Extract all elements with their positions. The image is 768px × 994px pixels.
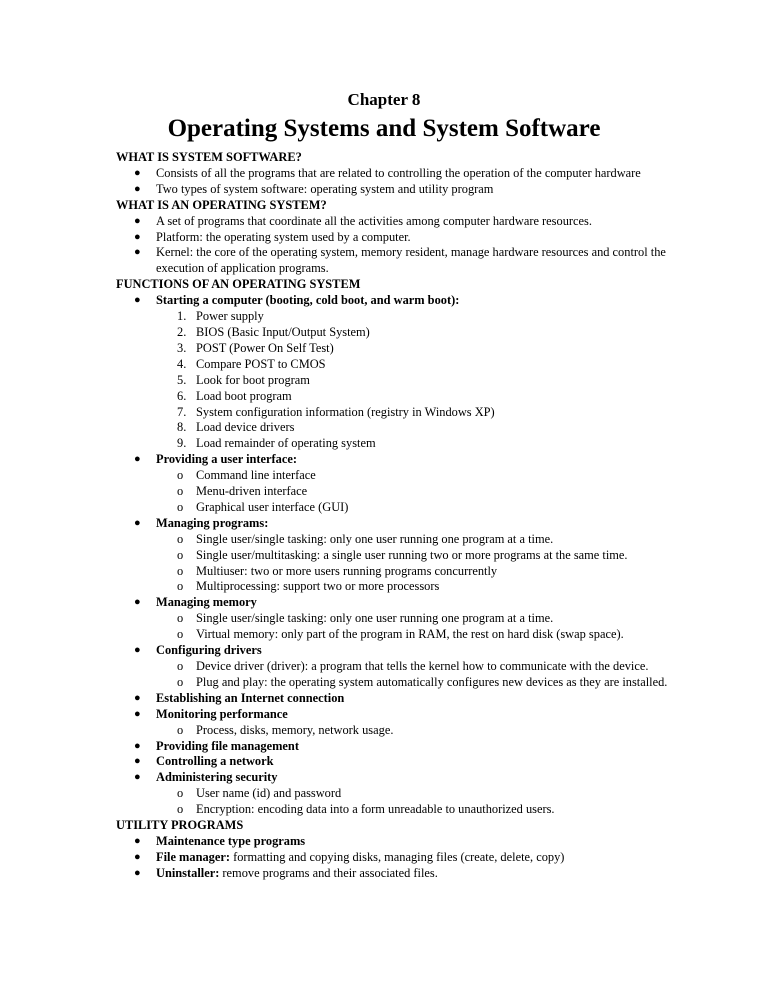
section-heading-functions: FUNCTIONS OF AN OPERATING SYSTEM — [116, 277, 361, 292]
bullet-icon: ● — [134, 755, 141, 768]
bullet-icon: ● — [134, 294, 141, 307]
list-item: o Single user/single tasking: only one user running one program at a time. — [177, 531, 554, 546]
monitoring-performance-list — [156, 723, 696, 739]
system-software-list — [116, 166, 696, 198]
list-item: 8. Load device drivers — [177, 420, 295, 435]
utility-programs-list — [116, 834, 696, 882]
bullet-icon: ● — [134, 214, 141, 227]
bullet-icon: ● — [134, 691, 141, 704]
list-item: 5. Look for boot program — [177, 372, 310, 387]
bullet-icon: ● — [134, 182, 141, 195]
bullet-icon: ● — [134, 516, 141, 529]
operating-system-list — [116, 214, 696, 278]
managing-programs-list — [156, 532, 696, 596]
list-item-controlling-network: ● Controlling a network — [134, 754, 274, 769]
bullet-icon: ● — [134, 166, 141, 179]
bullet-icon: ● — [134, 739, 141, 752]
document-body — [116, 150, 696, 882]
bullet-icon: ● — [134, 866, 141, 879]
list-item: o Menu-driven interface — [177, 484, 308, 499]
configuring-drivers-list — [156, 659, 696, 691]
managing-memory-list — [156, 611, 696, 643]
list-item-monitoring-performance: ● Monitoring performance o Process, disks, memory, network usage. — [116, 707, 696, 739]
list-item: ● A set of programs that coordinate all the activities among computer hardware resources. — [134, 213, 592, 228]
list-item: 9. Load remainder of operating system — [177, 436, 376, 451]
list-item: 6. Load boot program — [177, 388, 292, 403]
list-item-managing-memory: ● Managing memory o Single user/single tasking: only one user running one program at a time. o Virtual memory: only part of the program in RAM, the rest on hard disk (swap space). — [116, 595, 696, 643]
bullet-icon: ● — [134, 230, 141, 243]
list-item: 1. Power supply — [177, 309, 264, 324]
bullet-icon: ● — [134, 834, 141, 847]
list-item-maintenance: ● Maintenance type programs — [134, 833, 306, 848]
bullet-icon: ● — [134, 596, 141, 609]
administering-security-list — [156, 786, 696, 818]
list-item-file-manager: ● File manager: formatting and copying disks, managing files (create, delete, copy) — [134, 849, 565, 864]
list-item: o Graphical user interface (GUI) — [177, 499, 349, 514]
boot-steps-list — [156, 309, 696, 452]
list-item: o Plug and play: the operating system automatically configures new devices as they are installed. — [177, 674, 668, 689]
list-item-internet-connection: ● Establishing an Internet connection — [134, 690, 345, 705]
list-item: o Virtual memory: only part of the program in RAM, the rest on hard disk (swap space). — [177, 627, 624, 642]
list-item: ● Platform: the operating system used by a computer. — [134, 229, 411, 244]
list-item: 3. POST (Power On Self Test) — [177, 340, 334, 355]
list-item: ● Two types of system software: operating system and utility program — [134, 181, 494, 196]
list-item-file-management: ● Providing file management — [134, 738, 299, 753]
list-item-configuring-drivers: ● Configuring drivers o Device driver (driver): a program that tells the kernel how to communicate with the device. o Plug and play: the operating system automatically configures new devices as they are installed. — [116, 643, 696, 691]
section-heading-operating-system: WHAT IS AN OPERATING SYSTEM? — [116, 197, 327, 212]
list-item: o Single user/multitasking: a single user running two or more programs at the same time. — [177, 547, 628, 562]
list-item: ● Consists of all the programs that are related to controlling the operation of the computer hardware — [134, 165, 641, 180]
list-item-administering-security: ● Administering security o User name (id) and password o Encryption: encoding data into a form unreadable to unauthorized users. — [116, 770, 696, 818]
bullet-icon: ● — [134, 707, 141, 720]
functions-list — [116, 293, 696, 818]
section-heading-utility-programs: UTILITY PROGRAMS — [116, 818, 244, 833]
list-item: o Device driver (driver): a program that tells the kernel how to communicate with the device. — [177, 659, 649, 673]
bullet-icon: ● — [134, 644, 141, 657]
list-item-user-interface: ● Providing a user interface: o Command line interface o Menu-driven interface o Graphical user interface (GUI) — [116, 452, 696, 516]
list-item: o Multiprocessing: support two or more processors — [177, 579, 440, 594]
list-item: o Multiuser: two or more users running programs concurrently — [177, 563, 498, 578]
section-heading-system-software: WHAT IS SYSTEM SOFTWARE? — [116, 150, 302, 164]
list-item: o Single user/single tasking: only one user running one program at a time. — [177, 611, 554, 626]
list-item-starting-computer: ● Starting a computer (booting, cold boot, and warm boot): 1. Power supply 2. BIOS (Basic Input/Output System) 3. POST (Power On Self Test) 4. Compare POST to CMOS 5. Look for boot program 6. Load boot program 7. System configuration information (registry in Windows XP) 8. Load device drivers 9. Load remainder of operating system — [116, 293, 696, 452]
bullet-icon: ● — [134, 246, 141, 259]
bullet-icon: ● — [134, 453, 141, 466]
list-item: 7. System configuration information (registry in Windows XP) — [177, 404, 495, 419]
list-item: o Encryption: encoding data into a form unreadable to unauthorized users. — [177, 802, 555, 817]
page-title: Operating Systems and System Software — [167, 115, 601, 142]
list-item-uninstaller: ● Uninstaller: remove programs and their associated files. — [134, 865, 438, 880]
list-item: o Process, disks, memory, network usage. — [177, 722, 394, 737]
bullet-icon: ● — [134, 850, 141, 863]
list-item: 2. BIOS (Basic Input/Output System) — [177, 324, 370, 339]
list-item-managing-programs: ● Managing programs: o Single user/single tasking: only one user running one program at a time. o Single user/multitasking: a single user running two or more programs at the same time. o Multiuser: two or more users running programs concurrently o Multiprocessing: support two or more processors — [116, 516, 696, 596]
list-item: o User name (id) and password — [177, 786, 342, 801]
bullet-icon: ● — [134, 771, 141, 784]
chapter-label: Chapter 8 — [347, 90, 421, 109]
user-interface-list — [156, 468, 696, 516]
list-item: 4. Compare POST to CMOS — [177, 356, 326, 371]
list-item: ● Kernel: the core of the operating system, memory resident, manage hardware resources and control the execution of application programs. — [134, 245, 666, 276]
list-item: o Command line interface — [177, 468, 316, 483]
